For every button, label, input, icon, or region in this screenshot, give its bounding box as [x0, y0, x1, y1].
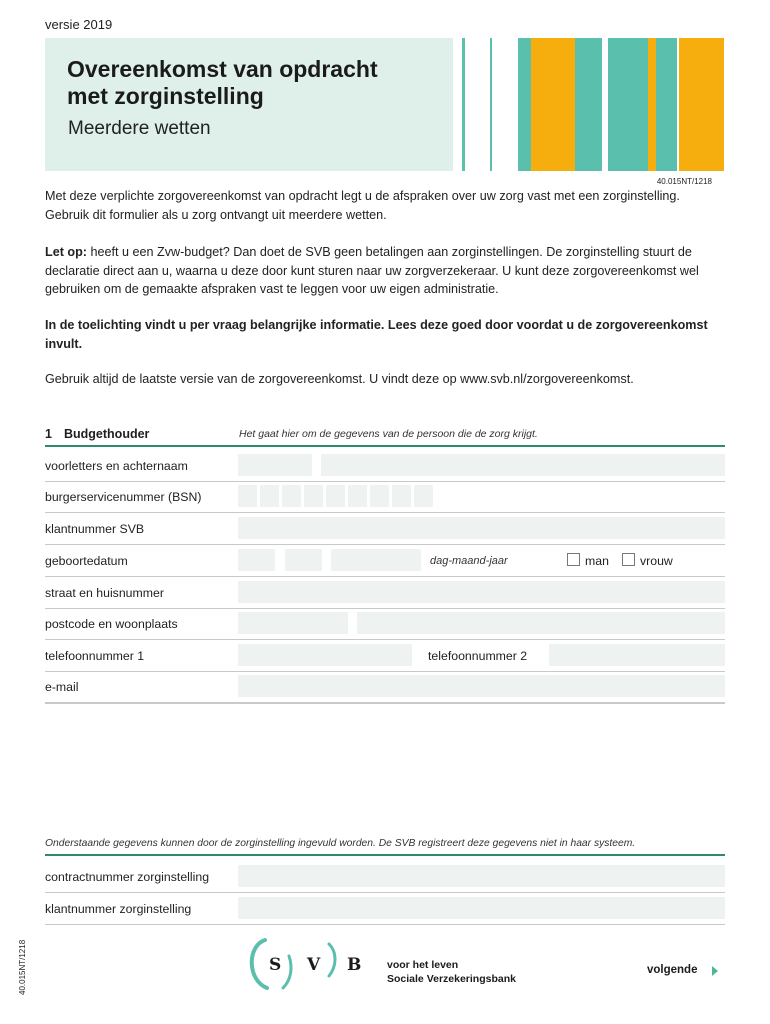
stripe — [578, 38, 602, 171]
label-phone-1: telefoonnummer 1 — [45, 649, 145, 663]
label-bsn: burgerservicenummer (BSN) — [45, 490, 202, 504]
title-line-2: met zorginstelling — [67, 83, 264, 109]
row-postal — [45, 608, 725, 640]
man-label: man — [585, 554, 609, 568]
intro-paragraph-4: Gebruik altijd de laatste versie van de zorgovereenkomst. U vindt deze op www.svb.nl/zorgovereenkomst. — [45, 372, 634, 386]
svb-logo — [245, 936, 375, 992]
arrow-right-icon[interactable] — [712, 966, 718, 976]
label-birthdate: geboortedatum — [45, 554, 128, 568]
stripe — [531, 38, 575, 171]
section-1-header — [45, 426, 725, 447]
birth-year-input[interactable] — [331, 549, 421, 571]
vrouw-checkbox[interactable] — [622, 553, 635, 566]
man-checkbox[interactable] — [567, 553, 580, 566]
warning-label: Let op: — [45, 245, 87, 259]
logo-letter: V — [307, 955, 321, 975]
institution-client-number-input[interactable] — [238, 897, 725, 919]
vrouw-label: vrouw — [640, 554, 673, 568]
section-title: Budgethouder — [64, 427, 150, 441]
bsn-digit-input[interactable] — [238, 485, 257, 507]
label-institution-client-number: klantnummer zorginstelling — [45, 902, 192, 916]
bsn-digit-input[interactable] — [282, 485, 301, 507]
decorative-stripes — [458, 38, 724, 171]
label-phone-2: telefoonnummer 2 — [428, 649, 528, 663]
label-contract-number: contractnummer zorginstelling — [45, 870, 210, 884]
title-line-1: Overeenkomst van opdracht — [67, 56, 378, 82]
client-number-input[interactable] — [238, 517, 725, 539]
stripe — [518, 38, 531, 171]
institution-note: Onderstaande gegevens kunnen door de zorginstelling ingevuld worden. De SVB registreert deze gegevens niet in haar systeem. — [45, 838, 725, 856]
bsn-digit-input[interactable] — [414, 485, 433, 507]
row-birthdate — [45, 545, 725, 577]
bsn-digit-input[interactable] — [392, 485, 411, 507]
stripe — [608, 38, 648, 171]
logo-arc — [283, 956, 291, 988]
tagline-2: Sociale Verzekeringsbank — [387, 973, 516, 985]
row-name — [45, 450, 725, 482]
city-input[interactable] — [357, 612, 725, 634]
label-postal: postcode en woonplaats — [45, 617, 178, 631]
row-contract-number — [45, 861, 725, 893]
bsn-digit-input[interactable] — [326, 485, 345, 507]
row-street — [45, 577, 725, 609]
intro-paragraph-3: In de toelichting vindt u per vraag belangrijke informatie. Lees deze goed door voordat u de zorgovereenkomst invult. — [45, 318, 708, 351]
section-hint: Het gaat hier om de gegevens van de persoon die de zorg krijgt. — [239, 428, 538, 440]
intro-paragraph-1: Met deze verplichte zorgovereenkomst van opdracht legt u de afspraken over uw zorg vast met een zorginstelling. Gebruik dit formulier als u zorg ontvangt uit meerdere wetten. — [45, 189, 680, 222]
bsn-digit-input[interactable] — [370, 485, 389, 507]
bsn-digit-input[interactable] — [304, 485, 323, 507]
logo-letter: B — [347, 955, 362, 975]
initials-input[interactable] — [238, 454, 312, 476]
form-code: 40.015NT/1218 — [656, 177, 712, 186]
stripe — [679, 38, 724, 171]
label-client-number: klantnummer SVB — [45, 522, 145, 536]
next-button[interactable]: volgende — [647, 964, 698, 976]
row-bsn — [45, 481, 725, 513]
bsn-digit-input[interactable] — [260, 485, 279, 507]
birth-month-input[interactable] — [285, 549, 322, 571]
row-email — [45, 671, 725, 704]
stripe — [462, 38, 465, 171]
row-phone — [45, 640, 725, 672]
email-input[interactable] — [238, 675, 725, 697]
phone-2-input[interactable] — [549, 644, 725, 666]
tagline-1: voor het leven — [387, 959, 459, 971]
birth-day-input[interactable] — [238, 549, 275, 571]
stripe — [648, 38, 656, 171]
warning-text: heeft u een Zvw-budget? Dan doet de SVB geen betalingen aan zorginstellingen. De zorginstelling stuurt de declaratie direct aan u, waarna u deze door kunt sturen naar uw zorgverzekeraar. U kunt deze zorgovereenkomst wel gebruiken om de gemaakte afspraken vast te leggen voor uw eigen administratie. — [45, 245, 699, 296]
row-client-number — [45, 513, 725, 545]
label-name: voorletters en achternaam — [45, 459, 188, 473]
bsn-digit-input[interactable] — [348, 485, 367, 507]
version-label: versie 2019 — [45, 17, 113, 32]
surname-input[interactable] — [321, 454, 725, 476]
postal-code-input[interactable] — [238, 612, 348, 634]
logo-letter: S — [269, 955, 282, 975]
page-subtitle: Meerdere wetten — [68, 118, 211, 139]
phone-1-input[interactable] — [238, 644, 412, 666]
page-title — [67, 56, 378, 110]
street-input[interactable] — [238, 581, 725, 603]
stripe — [490, 38, 492, 171]
side-form-code: 40.015NT/1218 — [18, 939, 27, 995]
date-format-hint: dag-maand-jaar — [430, 555, 508, 567]
section-number: 1 — [45, 427, 52, 441]
intro-paragraph-2 — [45, 243, 725, 299]
label-email: e-mail — [45, 680, 79, 694]
logo-arc — [329, 944, 335, 976]
contract-number-input[interactable] — [238, 865, 725, 887]
stripe — [656, 38, 677, 171]
logo-arc — [252, 940, 267, 988]
row-institution-client-number — [45, 893, 725, 925]
label-street: straat en huisnummer — [45, 586, 164, 600]
